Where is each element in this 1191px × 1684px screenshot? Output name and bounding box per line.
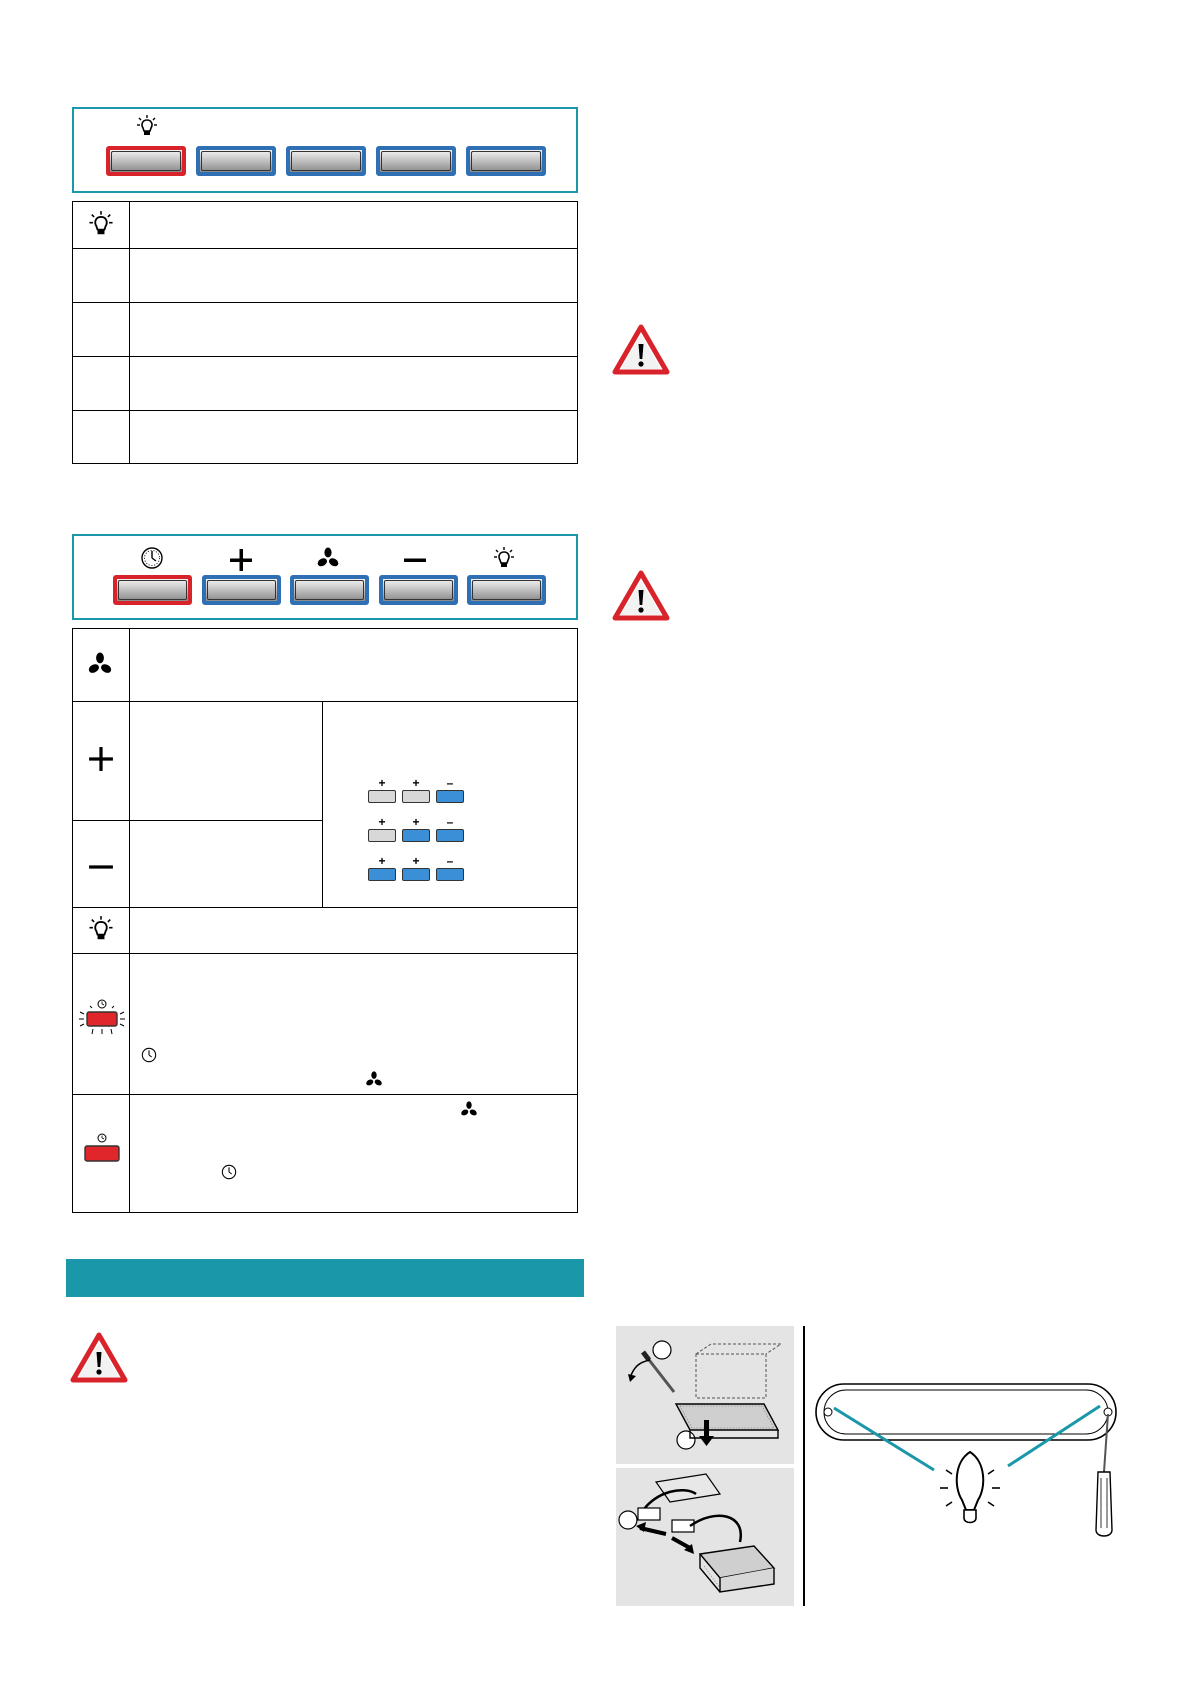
connector-unplug-illustration	[616, 1468, 794, 1606]
section-banner	[66, 1259, 584, 1297]
control-panel-2	[72, 534, 578, 620]
warning-icon	[612, 324, 670, 376]
light-button[interactable]	[106, 146, 186, 176]
panel1-button-3[interactable]	[286, 146, 366, 176]
plus-label: +	[378, 776, 386, 790]
control-panel-1	[72, 107, 578, 193]
light-icon	[134, 115, 160, 139]
plus-label: +	[378, 815, 386, 829]
warning-icon	[70, 1332, 128, 1384]
timer-button[interactable]	[113, 575, 192, 605]
timer-on-icon	[81, 1132, 123, 1166]
plus-label: +	[412, 815, 420, 829]
timer-icon	[141, 1047, 157, 1063]
level-indicator	[402, 829, 430, 842]
fan-icon	[316, 547, 340, 571]
fan-button[interactable]	[290, 575, 369, 605]
warning-icon	[612, 570, 670, 622]
plus-button[interactable]	[202, 575, 281, 605]
level-indicator	[436, 790, 464, 803]
illustration-divider	[803, 1326, 805, 1606]
table-1	[72, 201, 578, 464]
minus-icon	[403, 548, 427, 572]
plus-icon	[88, 746, 114, 772]
light-icon	[86, 915, 116, 945]
level-indicator	[436, 868, 464, 881]
level-indicator	[402, 868, 430, 881]
light-icon	[491, 547, 517, 571]
filter-removal-illustration	[616, 1326, 794, 1464]
timer-icon	[221, 1164, 237, 1180]
light-icon	[86, 210, 116, 240]
fan-icon	[365, 1071, 383, 1089]
light-button[interactable]	[467, 575, 546, 605]
minus-label: –	[446, 815, 454, 829]
lamp-replacement-illustration	[810, 1370, 1128, 1550]
level-indicator	[368, 829, 396, 842]
plus-icon	[229, 548, 253, 572]
timer-icon	[140, 546, 164, 570]
fan-icon	[87, 652, 113, 678]
minus-icon	[88, 854, 114, 880]
table-2	[72, 628, 578, 1213]
level-indicator	[368, 790, 396, 803]
minus-button[interactable]	[379, 575, 458, 605]
minus-label: –	[446, 854, 454, 868]
level-indicator	[402, 790, 430, 803]
fan-icon	[460, 1101, 478, 1119]
panel1-button-4[interactable]	[376, 146, 456, 176]
level-indicator	[368, 868, 396, 881]
plus-label: +	[412, 854, 420, 868]
level-indicator	[436, 829, 464, 842]
panel1-button-2[interactable]	[196, 146, 276, 176]
plus-label: +	[378, 854, 386, 868]
minus-label: –	[446, 776, 454, 790]
speed-levels	[368, 777, 478, 887]
plus-label: +	[412, 776, 420, 790]
timer-flashing-icon	[78, 998, 126, 1040]
panel1-button-5[interactable]	[466, 146, 546, 176]
